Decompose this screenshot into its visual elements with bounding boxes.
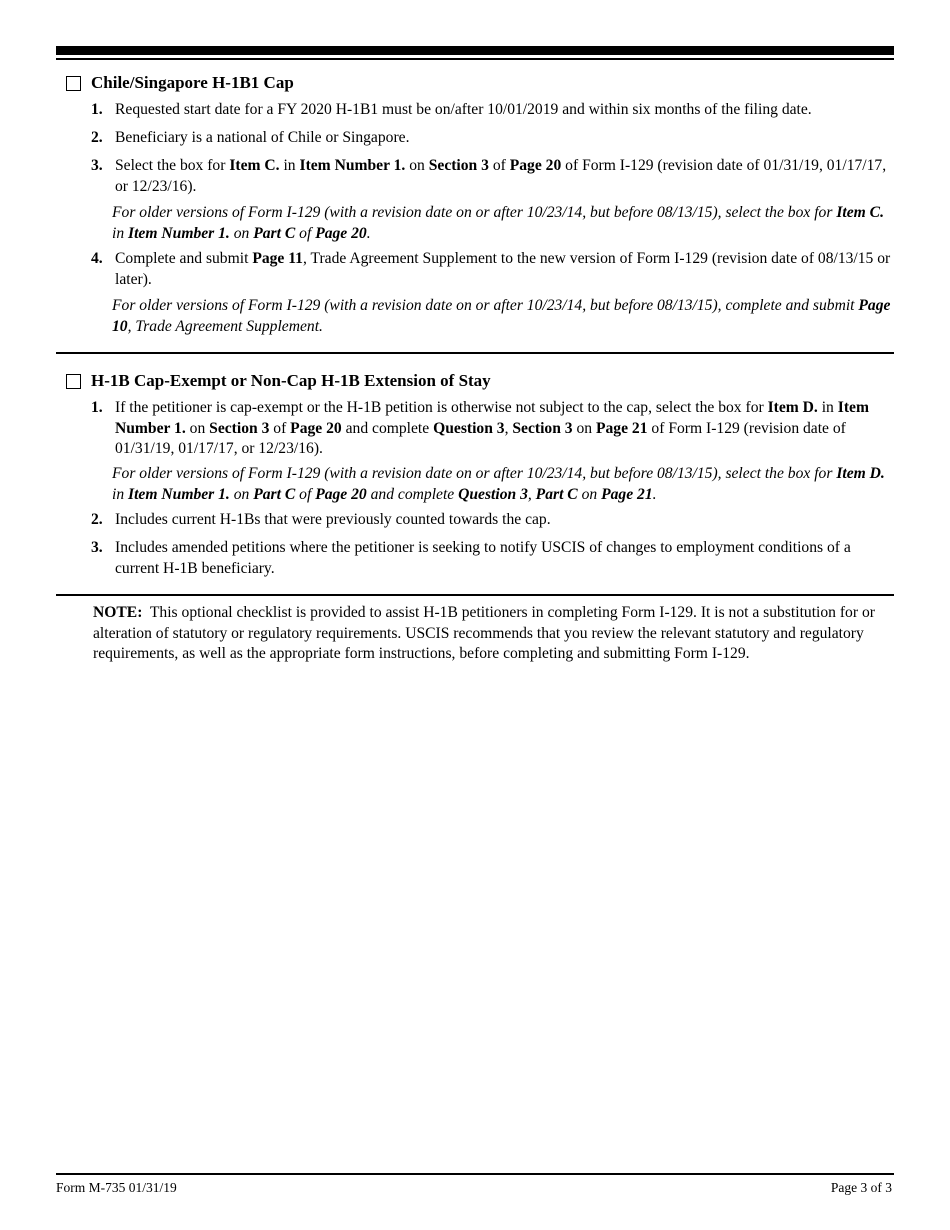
s1-older-note-1: For older versions of Form I-129 (with a revision date on or after 10/23/14, but before 08/13/15), select the box for Item C. in Item Number 1. on Part C of Page 20.	[112, 204, 884, 242]
s2-item-2: 2. Includes current H-1Bs that were previously counted towards the cap.	[91, 511, 551, 528]
section2-title: H-1B Cap-Exempt or Non-Cap H-1B Extension of Stay	[91, 371, 491, 390]
section1-header	[66, 73, 294, 93]
s1-item-2: 2. Beneficiary is a national of Chile or Singapore.	[91, 129, 410, 146]
s1-older-note-2: For older versions of Form I-129 (with a revision date on or after 10/23/14, but before 08/13/15), complete and submit Page 10, Trade Agreement Supplement.	[112, 297, 891, 335]
footer-rule	[56, 1173, 894, 1175]
section2-header	[66, 371, 491, 391]
note-paragraph	[93, 603, 883, 665]
s1-item-3: 3. Select the box for Item C. in Item Number 1. on Section 3 of Page 20 of Form I-129 (revision date of 01/31/19, 01/17/17, or 12/23/16).	[91, 157, 887, 195]
s2-older-note-1: For older versions of Form I-129 (with a revision date on or after 10/23/14, but before 08/13/15), select the box for Item D. in Item Number 1. on Part C of Page 20 and complete Question 3, Part C on Page 21.	[112, 465, 885, 503]
note-text: This optional checklist is provided to assist H-1B petitioners in completing Form I-129. It is not a substitution for or alteration of statutory or regulatory requirements. USCIS recommends that you review the relevant statutory and regulatory requirements, as well as the appropriate form instructions, before completing and submitting Form I-129.	[93, 604, 875, 662]
note-label: NOTE:	[93, 604, 143, 621]
s2-item-3: 3. Includes amended petitions where the petitioner is seeking to notify USCIS of changes to employment conditions of a current H-1B beneficiary.	[91, 539, 851, 577]
section2-checkbox[interactable]	[66, 374, 81, 389]
form-id: Form M-735 01/31/19	[56, 1180, 177, 1195]
page-number: Page 3 of 3	[830, 1180, 892, 1195]
section1-checkbox[interactable]	[66, 76, 81, 91]
s1-item-4: 4. Complete and submit Page 11, Trade Agreement Supplement to the new version of Form I-129 (revision date of 08/13/15 or later).	[91, 250, 891, 288]
section-divider	[56, 352, 894, 354]
top-thin-rule	[56, 58, 894, 60]
note-divider	[56, 594, 894, 596]
s1-item-1: 1. Requested start date for a FY 2020 H-1B1 must be on/after 10/01/2019 and within six months of the filing date.	[91, 101, 812, 118]
section1-title: Chile/Singapore H-1B1 Cap	[91, 73, 294, 92]
s2-item-1: 1. If the petitioner is cap-exempt or the H-1B petition is otherwise not subject to the cap, select the box for Item D. in Item Number 1. on Section 3 of Page 20 and complete Question 3, Section 3 on Page 21 of Form I-129 (revision date of 01/31/19, 01/17/17, or 12/23/16).	[91, 399, 869, 457]
top-thick-rule	[56, 46, 894, 55]
